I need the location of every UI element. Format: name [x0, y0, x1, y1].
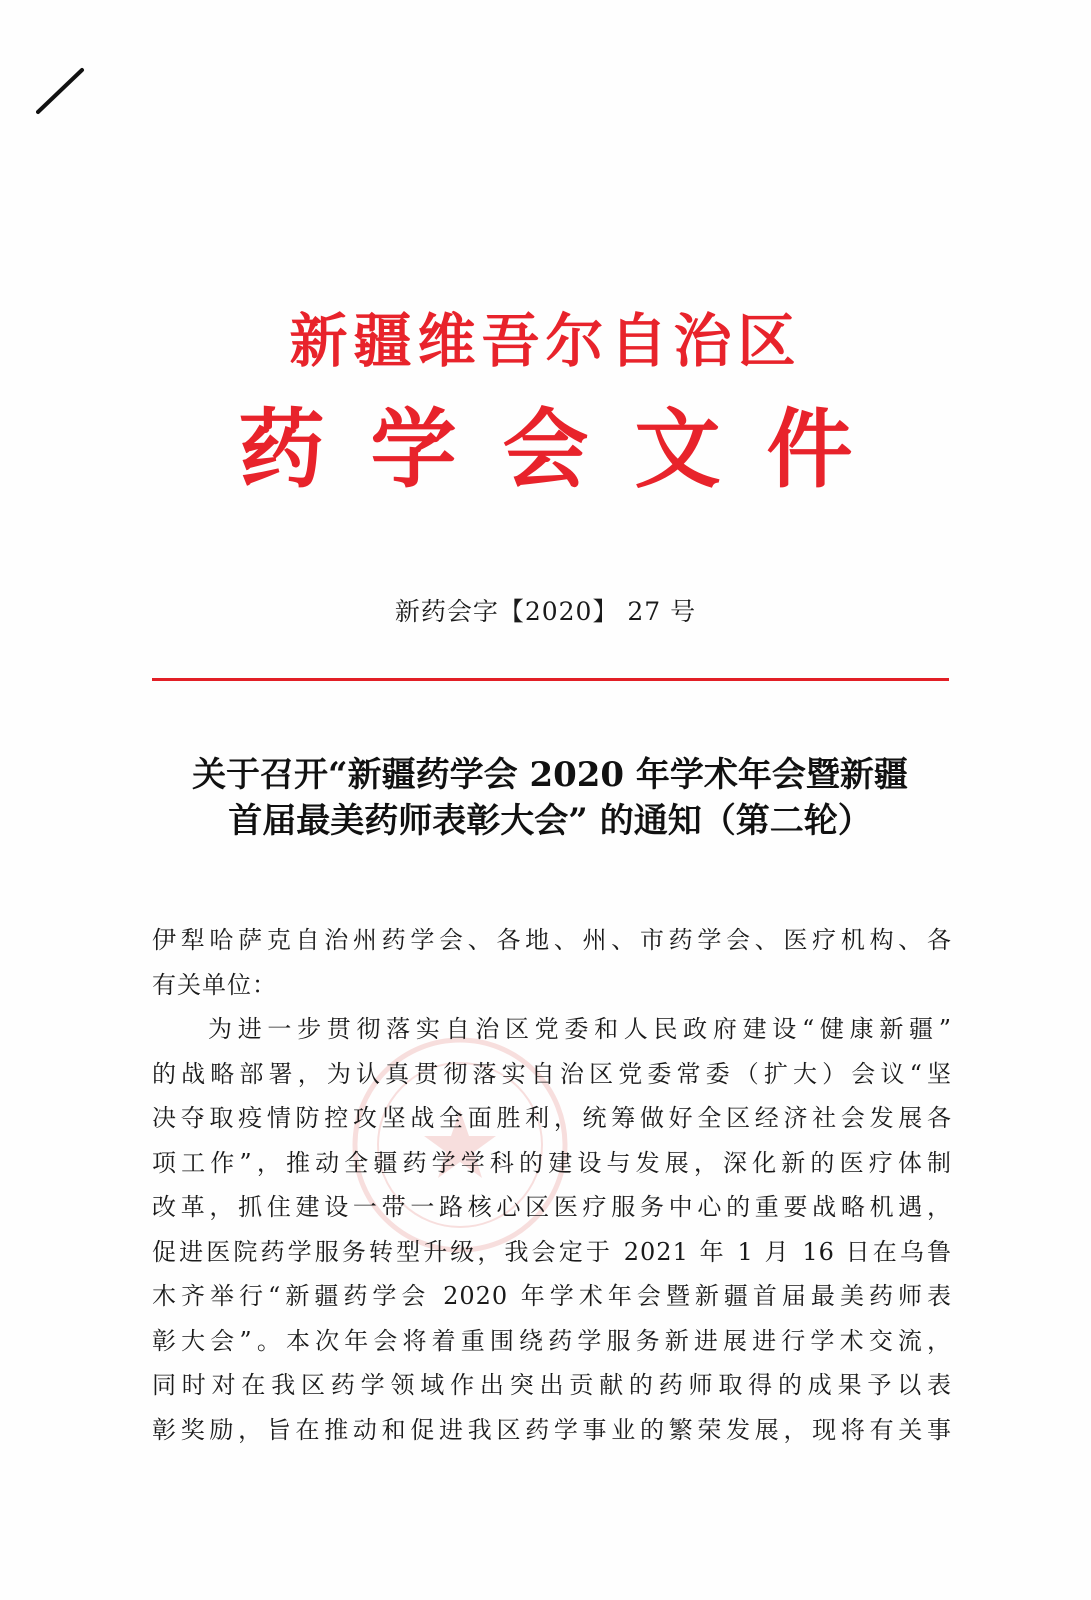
- document-body: [152, 918, 952, 1452]
- body-line: 项工作”，推动全疆药学学科的建设与发展，深化新的医疗体制: [152, 1148, 952, 1177]
- body-line: 彰奖励，旨在推动和促进我区药学事业的繁荣发展，现将有关事: [152, 1415, 952, 1444]
- body-line: 有关单位：: [152, 970, 277, 999]
- body-line: 木齐举行“新疆药学会 2020 年学术年会暨新疆首届最美药师表: [152, 1282, 952, 1310]
- body-line: 为进一步贯彻落实自治区党委和人民政府建设“健康新疆”: [208, 1015, 952, 1043]
- body-line: 同时对在我区药学领域作出突出贡献的药师取得的成果予以表: [152, 1371, 952, 1399]
- title-line-2: 首届最美药师表彰大会” 的通知（第二轮）: [228, 801, 872, 841]
- body-line: 的战略部署，为认真贯彻落实自治区党委常委（扩大）会议“坚: [152, 1059, 952, 1088]
- body-line: 决夺取疫情防控攻坚战全面胜利，统筹做好全区经济社会发展各: [152, 1104, 952, 1132]
- red-divider-rule: [152, 678, 949, 681]
- body-line: 促进医院药学服务转型升级，我会定于 2021 年 1 月 16 日在乌鲁: [152, 1237, 952, 1266]
- body-line: 彰大会”。本次年会将着重围绕药学服务新进展进行学术交流，: [152, 1326, 952, 1355]
- body-line: 伊犁哈萨克自治州药学会、各地、州、市药学会、医疗机构、各: [152, 926, 952, 954]
- body-line: 改革，抓住建设一带一路核心区医疗服务中心的重要战略机遇，: [152, 1193, 952, 1221]
- header-org-name: 新疆维吾尔自治区: [289, 307, 802, 375]
- title-line-1: 关于召开“新疆药学会 2020 年学术年会暨新疆: [192, 755, 908, 795]
- document-title: [140, 752, 960, 844]
- document-number: 新药会字【2020】 27 号: [394, 597, 697, 626]
- header-doc-type: 药学会文件: [238, 399, 899, 500]
- pen-stroke-mark: [36, 66, 86, 116]
